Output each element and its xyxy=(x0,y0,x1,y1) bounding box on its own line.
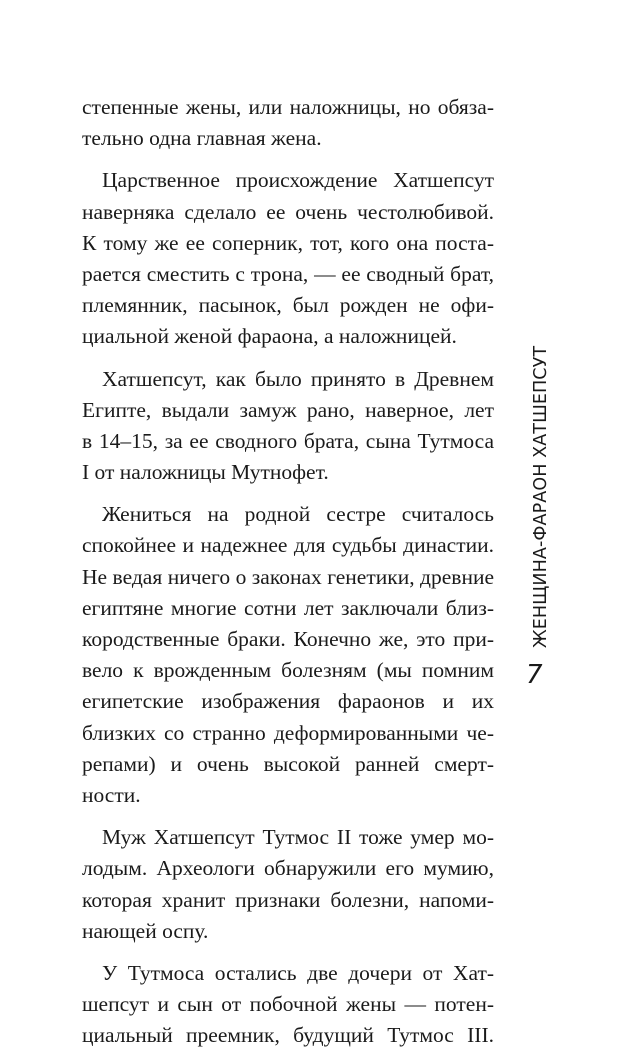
text-line: ности. xyxy=(82,782,141,807)
text-line: кородственные браки. Конечно же, это при- xyxy=(82,627,494,651)
paragraph xyxy=(82,364,494,489)
paragraph xyxy=(82,92,494,154)
text-line: племянник, пасынок, был рожден не офи- xyxy=(82,293,494,318)
body-text xyxy=(82,92,494,1051)
text-line: Египте, выдали замуж рано, наверное, лет xyxy=(82,397,494,422)
text-line: близких со странно деформированными че- xyxy=(82,720,494,745)
text-line: которая хранит признаки болезни, напоми- xyxy=(82,887,494,912)
text-line: нающей оспу. xyxy=(82,918,209,943)
page-number: 7 xyxy=(526,660,543,690)
text-line: Царственное происхождение Хатшепсут xyxy=(102,168,494,193)
text-line: Муж Хатшепсут Тутмос II тоже умер мо- xyxy=(102,825,494,850)
running-head xyxy=(530,345,552,649)
text-line: рается сместить с трона, — ее сводный брат, xyxy=(82,261,494,286)
text-line: I от наложницы Мутнофет. xyxy=(82,460,329,485)
running-head-title: ЖЕНЩИНА-ФАРАОН ХАТШЕПСУТ xyxy=(531,345,551,649)
text-line: египетские изображения фараонов и их xyxy=(82,689,494,714)
text-line: К тому же ее соперник, тот, кого она поста- xyxy=(82,230,494,255)
text-line: У Тутмоса остались две дочери от Хат- xyxy=(102,960,494,985)
text-line: вело к врожденным болезням (мы помним xyxy=(82,658,494,683)
text-line: Хатшепсут, как было принято в Древнем xyxy=(102,366,494,391)
paragraph xyxy=(82,958,494,1051)
text-line: циальной женой фараона, а наложницей. xyxy=(82,324,457,349)
text-line: репами) и очень высокой ранней смерт- xyxy=(82,751,494,776)
paragraph xyxy=(82,499,494,811)
text-line: шепсут и сын от побочной жены — потен- xyxy=(82,992,494,1017)
text-line: Жениться на родной сестре считалось xyxy=(102,502,494,527)
text-line: Не ведая ничего о законах генетики, древние xyxy=(82,564,494,589)
text-line: циальный преемник, будущий Тутмос III. xyxy=(82,1023,494,1048)
text-line: в 14–15, за ее сводного брата, сына Тутмоса xyxy=(82,428,494,453)
text-line: степенные жены, или наложницы, но обяза- xyxy=(82,95,494,119)
text-line: спокойнее и надежнее для судьбы династии. xyxy=(82,533,494,558)
paragraph xyxy=(82,822,494,947)
text-line: лодым. Археологи обнаружили его мумию, xyxy=(82,856,494,881)
text-line: египтяне многие сотни лет заключали близ- xyxy=(82,595,494,620)
text-line: наверняка сделало ее очень честолюбивой. xyxy=(82,199,494,224)
paragraph xyxy=(82,165,494,352)
text-line: тельно одна главная жена. xyxy=(82,126,322,151)
